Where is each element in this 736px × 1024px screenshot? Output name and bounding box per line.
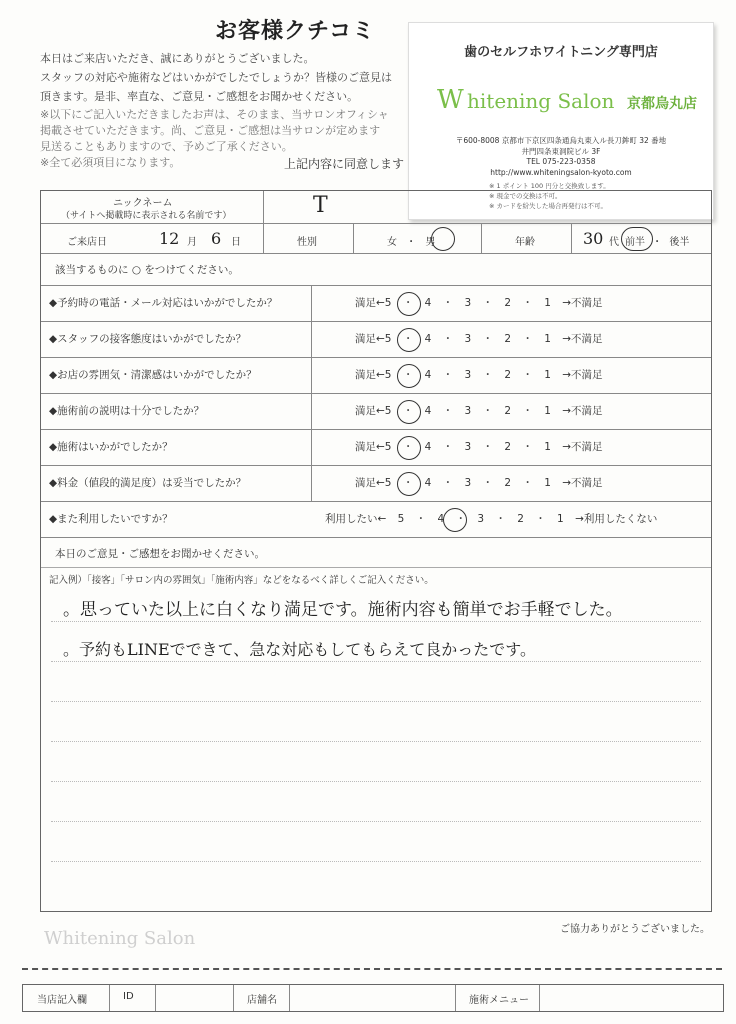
- note-line-2: 掲載させていただきます。尚、ご意見・ご感想は当サロンが定めます: [40, 124, 381, 137]
- age-circle: [621, 227, 653, 251]
- question-7: ◆また利用したいですか？: [49, 513, 173, 525]
- instruction: 該当するものに ○ をつけてください。: [55, 264, 239, 276]
- question-1: ◆予約時の電話・メール対応はいかがでしたか？: [49, 297, 278, 309]
- tooth-logo-icon: W: [437, 85, 464, 115]
- age-half: 前半 ・ 後半: [625, 237, 690, 248]
- comment-label: 本日のご意見・ご感想をお聞かせください。: [55, 548, 265, 560]
- note-line-3: 見送ることもありますので、予めご了承ください。: [40, 140, 293, 153]
- day-unit: 日: [231, 237, 241, 248]
- review-form: [40, 190, 712, 912]
- page-title: お客様クチコミ: [215, 19, 376, 44]
- card-note-3: ※ カードを紛失した場合再発行は不可。: [489, 202, 608, 210]
- card-headline: 歯のセルフホワイトニング専門店: [464, 45, 658, 60]
- gender-label: 性別: [297, 237, 317, 248]
- visit-label: ご来店日: [67, 237, 107, 248]
- question-3: ◆お店の雰囲気・清潔感はいかがでしたか？: [49, 369, 257, 381]
- question-2: ◆スタッフの接客態度はいかがでしたか？: [49, 333, 247, 345]
- staff-section: [22, 984, 724, 1012]
- agree-text: 上記内容に同意します: [284, 157, 405, 171]
- staff-id-label: ID: [123, 991, 134, 1002]
- card-address: 〒600-8008 京都市下京区四条通烏丸東入ル長刀鉾町 32 番地: [455, 136, 667, 145]
- question-6: ◆料金（値段的満足度）は妥当でしたか？: [49, 477, 247, 489]
- card-note-2: ※ 現金での交換は不可。: [489, 192, 562, 200]
- comment-line-2: 。予約もLINEでできて、急な対応もしてもらえて良かったです。: [63, 640, 537, 659]
- nickname-label: ニックネーム: [113, 198, 173, 209]
- age-value: 30: [583, 229, 604, 248]
- logo-text: hitening Salon: [467, 89, 615, 113]
- comment-line-1: 。思っていた以上に白くなり満足です。施術内容も簡単でお手軽でした。: [63, 600, 623, 620]
- example-text: 記入例）「接客」「サロン内の雰囲気」「施術内容」などをなるべく詳しくご記入ください。: [49, 575, 434, 586]
- branch-name: 京都烏丸店: [627, 96, 697, 112]
- age-label: 年齢: [515, 237, 535, 248]
- question-5: ◆施術はいかがでしたか？: [49, 441, 173, 453]
- note-line-1: ※以下にご記入いただきましたお声は、そのまま、当サロンオフィシャ: [40, 108, 389, 121]
- intro-line-1: 本日はご来店いただき、誠にありがとうございました。: [40, 52, 315, 65]
- scale-6: 満足←5 ・ 4 ・ 3 ・ 2 ・ 1 →不満足: [355, 477, 603, 489]
- scale-3: 満足←5 ・ 4 ・ 3 ・ 2 ・ 1 →不満足: [355, 369, 603, 381]
- answer-circle-6: [397, 472, 421, 496]
- age-unit: 代: [609, 237, 619, 248]
- visit-day: 6: [211, 229, 222, 248]
- answer-circle-1: [397, 292, 421, 316]
- answer-circle-2: [397, 328, 421, 352]
- card-logo: [431, 83, 711, 123]
- note-line-4: ※全て必須項目になります。: [40, 156, 181, 169]
- intro-line-3: 頂きます。是非、率直な、ご意見・ご感想をお聞かせください。: [40, 90, 359, 103]
- card-tel: TEL 075-223-0358: [526, 157, 596, 166]
- answer-circle-3: [397, 364, 421, 388]
- scale-2: 満足←5 ・ 4 ・ 3 ・ 2 ・ 1 →不満足: [355, 333, 603, 345]
- scale-4: 満足←5 ・ 4 ・ 3 ・ 2 ・ 1 →不満足: [355, 405, 603, 417]
- scale-7: 利用したい← 5 ・ 4 ・ 3 ・ 2 ・ 1 →利用したくない: [325, 513, 658, 525]
- answer-circle-7: [443, 508, 467, 532]
- card-note-1: ※ 1 ポイント 100 円分と交換致します。: [489, 182, 610, 190]
- intro-line-2: スタッフの対応や施術などはいかがでしたでしょうか？皆様のご意見は: [40, 71, 392, 84]
- staff-menu-label: 施術メニュー: [469, 995, 529, 1006]
- thanks-text: ご協力ありがとうございました。: [560, 924, 710, 935]
- answer-circle-4: [397, 400, 421, 424]
- gender-circle: [431, 227, 455, 251]
- nickname-sub: （サイトへ掲載時に表示される名前です）: [61, 211, 232, 221]
- question-4: ◆施術前の説明は十分でしたか？: [49, 405, 205, 417]
- staff-label: 当店記入欄: [37, 995, 87, 1006]
- card-building: 井門四条東洞院ビル 3F: [521, 147, 601, 156]
- gender-options: 女 ・ 男: [387, 237, 436, 248]
- month-unit: 月: [187, 237, 197, 248]
- footer-logo: Whitening Salon: [44, 928, 196, 949]
- scale-1: 満足←5 ・ 4 ・ 3 ・ 2 ・ 1 →不満足: [355, 297, 603, 309]
- card-url: http://www.whiteningsalon-kyoto.com: [490, 168, 632, 177]
- answer-circle-5: [397, 436, 421, 460]
- cut-line: [22, 968, 722, 970]
- visit-month: 12: [159, 229, 180, 248]
- staff-store-label: 店舗名: [247, 995, 277, 1006]
- nickname-value: T: [313, 193, 328, 218]
- scale-5: 満足←5 ・ 4 ・ 3 ・ 2 ・ 1 →不満足: [355, 441, 603, 453]
